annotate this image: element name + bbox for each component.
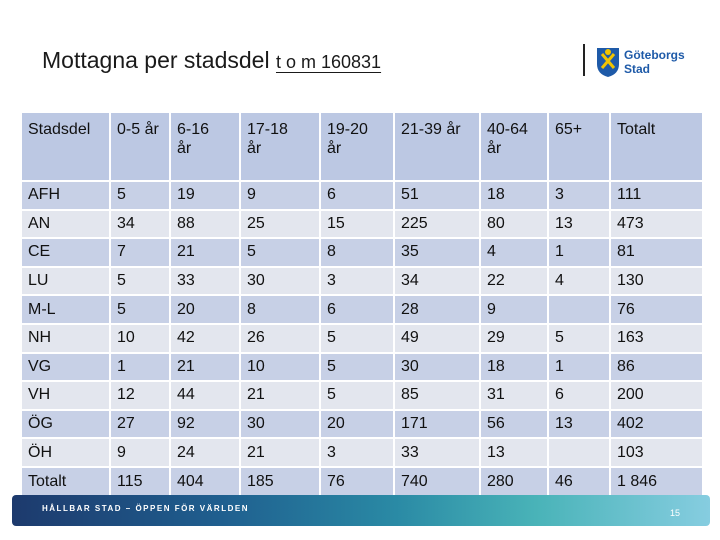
value-cell: 5	[110, 181, 170, 210]
logo-line2: Stad	[624, 62, 651, 76]
table-row	[22, 295, 702, 324]
table-row	[22, 438, 702, 467]
value-cell: 5	[240, 238, 320, 267]
table-row	[22, 353, 702, 382]
value-cell: 402	[610, 410, 702, 439]
value-cell: 15	[320, 210, 394, 239]
value-cell: 6	[320, 295, 394, 324]
value-cell: 21	[170, 238, 240, 267]
value-cell: 18	[480, 353, 548, 382]
value-cell: 130	[610, 267, 702, 296]
district-cell: CE	[22, 238, 110, 267]
value-cell: 21	[240, 381, 320, 410]
value-cell: 1	[110, 353, 170, 382]
value-cell: 103	[610, 438, 702, 467]
value-cell: 33	[170, 267, 240, 296]
value-cell: 88	[170, 210, 240, 239]
value-cell	[548, 295, 610, 324]
table-header-row	[22, 113, 702, 181]
district-cell: ÖG	[22, 410, 110, 439]
data-table-container	[22, 113, 702, 492]
value-cell: 25	[240, 210, 320, 239]
district-cell: ÖH	[22, 438, 110, 467]
value-cell: 3	[320, 267, 394, 296]
column-header-line: 19-20	[327, 121, 368, 138]
value-cell: 20	[320, 410, 394, 439]
value-cell: 6	[548, 381, 610, 410]
footer-banner	[12, 495, 710, 526]
value-cell: 8	[320, 238, 394, 267]
logo-text	[624, 48, 685, 76]
value-cell: 34	[110, 210, 170, 239]
value-cell: 185	[240, 467, 320, 496]
value-cell: 34	[394, 267, 480, 296]
district-cell: AFH	[22, 181, 110, 210]
value-cell: 9	[110, 438, 170, 467]
value-cell: 1	[548, 238, 610, 267]
column-header-line: 0-5 år	[117, 121, 159, 138]
table-row	[22, 410, 702, 439]
value-cell: 21	[170, 353, 240, 382]
value-cell: 163	[610, 324, 702, 353]
value-cell: 29	[480, 324, 548, 353]
total-row	[22, 467, 702, 496]
value-cell: 1	[548, 353, 610, 382]
value-cell: 30	[240, 410, 320, 439]
value-cell: 404	[170, 467, 240, 496]
page-number: 15	[669, 508, 680, 518]
column-header	[320, 113, 394, 181]
table-row	[22, 210, 702, 239]
value-cell: 26	[240, 324, 320, 353]
value-cell: 225	[394, 210, 480, 239]
column-header	[170, 113, 240, 181]
value-cell: 86	[610, 353, 702, 382]
table-row	[22, 381, 702, 410]
value-cell: 30	[240, 267, 320, 296]
value-cell: 92	[170, 410, 240, 439]
value-cell: 6	[320, 181, 394, 210]
column-header	[480, 113, 548, 181]
value-cell: 51	[394, 181, 480, 210]
value-cell: 80	[480, 210, 548, 239]
value-cell: 5	[320, 381, 394, 410]
column-header-line: år	[247, 140, 262, 157]
table-row	[22, 181, 702, 210]
district-cell: AN	[22, 210, 110, 239]
value-cell: 3	[548, 181, 610, 210]
district-cell: VG	[22, 353, 110, 382]
logo-line1: Göteborgs	[624, 48, 685, 62]
value-cell: 22	[480, 267, 548, 296]
value-cell: 280	[480, 467, 548, 496]
value-cell: 85	[394, 381, 480, 410]
value-cell: 19	[170, 181, 240, 210]
value-cell: 1 846	[610, 467, 702, 496]
value-cell: 10	[110, 324, 170, 353]
value-cell: 76	[610, 295, 702, 324]
table-row	[22, 267, 702, 296]
table-row	[22, 238, 702, 267]
value-cell: 473	[610, 210, 702, 239]
value-cell: 27	[110, 410, 170, 439]
slide-title	[42, 47, 381, 74]
column-header	[22, 113, 110, 181]
value-cell: 171	[394, 410, 480, 439]
column-header	[394, 113, 480, 181]
value-cell: 24	[170, 438, 240, 467]
table-body	[22, 181, 702, 496]
value-cell: 21	[240, 438, 320, 467]
value-cell: 56	[480, 410, 548, 439]
value-cell: 9	[480, 295, 548, 324]
value-cell: 31	[480, 381, 548, 410]
district-cell: VH	[22, 381, 110, 410]
district-cell: NH	[22, 324, 110, 353]
column-header-line: Totalt	[617, 121, 656, 138]
column-header-line: 65+	[555, 121, 583, 138]
value-cell: 3	[320, 438, 394, 467]
value-cell: 5	[110, 295, 170, 324]
data-table	[22, 113, 702, 496]
value-cell: 18	[480, 181, 548, 210]
value-cell: 76	[320, 467, 394, 496]
district-cell: M-L	[22, 295, 110, 324]
value-cell: 44	[170, 381, 240, 410]
value-cell: 7	[110, 238, 170, 267]
column-header-line: år	[327, 140, 342, 157]
value-cell: 12	[110, 381, 170, 410]
city-crest-icon	[594, 46, 622, 78]
value-cell: 5	[320, 324, 394, 353]
column-header-line: 17-18	[247, 121, 288, 138]
column-header-line: 6-16	[177, 121, 210, 138]
value-cell: 30	[394, 353, 480, 382]
district-cell: Totalt	[22, 467, 110, 496]
title-date: t o m 160831	[275, 52, 382, 72]
value-cell: 115	[110, 467, 170, 496]
footer-tagline: HÅLLBAR STAD – ÖPPEN FÖR VÄRLDEN	[42, 504, 249, 513]
value-cell: 81	[610, 238, 702, 267]
value-cell: 13	[548, 410, 610, 439]
column-header-line: år	[487, 140, 502, 157]
column-header	[548, 113, 610, 181]
column-header	[110, 113, 170, 181]
value-cell: 10	[240, 353, 320, 382]
value-cell: 111	[610, 181, 702, 210]
value-cell: 740	[394, 467, 480, 496]
value-cell: 46	[548, 467, 610, 496]
logo-divider	[583, 44, 585, 76]
value-cell: 28	[394, 295, 480, 324]
value-cell: 42	[170, 324, 240, 353]
value-cell: 33	[394, 438, 480, 467]
column-header	[240, 113, 320, 181]
district-cell: LU	[22, 267, 110, 296]
value-cell: 8	[240, 295, 320, 324]
value-cell: 49	[394, 324, 480, 353]
column-header-line: Stadsdel	[28, 121, 91, 138]
column-header-line: 21-39 år	[401, 121, 461, 138]
column-header-line: 40-64	[487, 121, 528, 138]
column-header	[610, 113, 702, 181]
table-row	[22, 324, 702, 353]
value-cell: 4	[548, 267, 610, 296]
value-cell: 200	[610, 381, 702, 410]
value-cell: 13	[480, 438, 548, 467]
title-main: Mottagna per stadsdel	[42, 47, 270, 73]
value-cell: 13	[548, 210, 610, 239]
value-cell: 4	[480, 238, 548, 267]
value-cell: 35	[394, 238, 480, 267]
value-cell	[548, 438, 610, 467]
column-header-line: år	[177, 140, 192, 157]
value-cell: 5	[548, 324, 610, 353]
value-cell: 9	[240, 181, 320, 210]
value-cell: 5	[320, 353, 394, 382]
value-cell: 5	[110, 267, 170, 296]
value-cell: 20	[170, 295, 240, 324]
goteborgs-stad-logo	[594, 46, 704, 80]
